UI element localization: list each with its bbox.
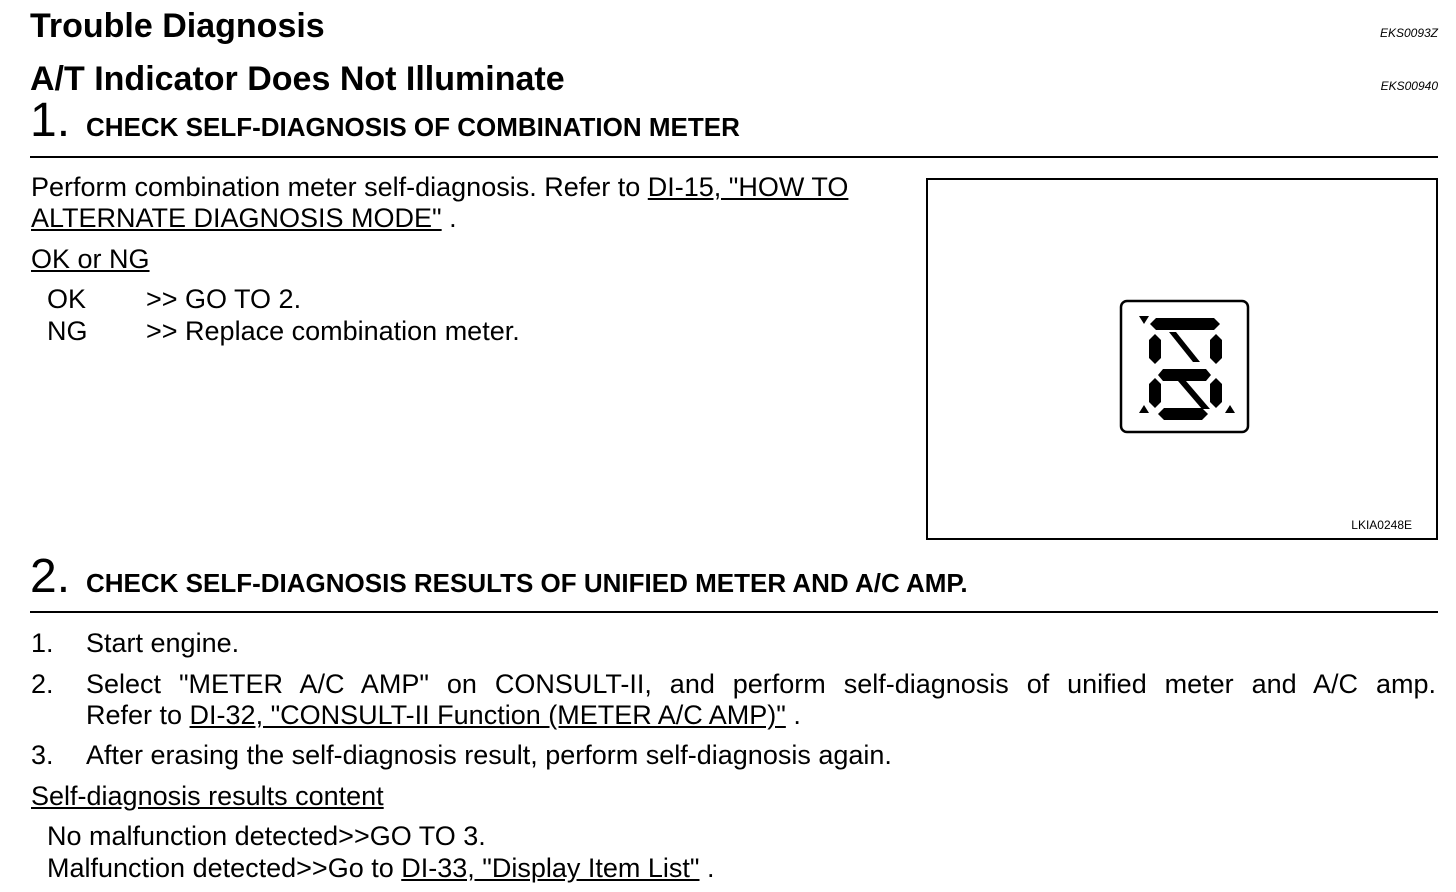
figure-code: LKIA0248E: [1351, 518, 1412, 532]
list-item-1-number: 1.: [31, 628, 54, 658]
result-malfunction: [47, 853, 715, 884]
step-1-instruction-suffix: .: [441, 203, 457, 233]
list-item-2-refer-prefix: Refer to: [86, 700, 190, 730]
step-1-divider: [30, 156, 1438, 158]
list-item-2-text: Select "METER A/C AMP" on CONSULT-II, and perform self-diagnosis of unified meter and A/C amp.: [86, 669, 1436, 699]
result-action-ng: >> Replace combination meter.: [146, 316, 520, 346]
result-action-ok: >> GO TO 2.: [146, 284, 302, 314]
link-di-15-continued[interactable]: ALTERNATE DIAGNOSIS MODE": [31, 203, 442, 233]
step-1-instruction-line-2: [31, 203, 457, 234]
list-item-2-reference: [86, 700, 801, 731]
section-title: A/T Indicator Does Not Illuminate: [30, 60, 565, 98]
list-item-3-text: After erasing the self-diagnosis result, perform self-diagnosis again.: [86, 740, 892, 770]
subsection-code: EKS00940: [1380, 79, 1438, 93]
link-di-33[interactable]: DI-33, "Display Item List": [401, 853, 700, 883]
step-1-title: CHECK SELF-DIAGNOSIS OF COMBINATION METER: [86, 112, 740, 142]
result-malfunction-suffix: .: [699, 853, 715, 883]
step-2-title: CHECK SELF-DIAGNOSIS RESULTS OF UNIFIED METER AND A/C AMP.: [86, 568, 968, 598]
figure-frame: [926, 178, 1438, 540]
result-key-ng: NG: [47, 316, 88, 346]
list-item-2-number: 2.: [31, 669, 54, 699]
result-malfunction-text: Malfunction detected>>Go to: [47, 853, 402, 883]
step-1-instruction-text: Perform combination meter self-diagnosis. Refer to: [31, 172, 648, 202]
result-no-malfunction: No malfunction detected>>GO TO 3.: [47, 821, 486, 851]
page-title: Trouble Diagnosis: [30, 7, 325, 45]
indicator-segment-display-icon: [928, 180, 1436, 538]
result-key-ok: OK: [47, 284, 87, 314]
step-1-number: 1.: [30, 94, 71, 147]
link-di-15[interactable]: DI-15, "HOW TO: [647, 172, 849, 202]
step-1-result-heading: OK or NG: [31, 244, 150, 274]
link-di-32[interactable]: DI-32, "CONSULT-II Function (METER A/C AMP)": [189, 700, 786, 730]
list-item-1-text: Start engine.: [86, 628, 240, 658]
list-item-2-suffix: .: [785, 700, 801, 730]
list-item-3-number: 3.: [31, 740, 54, 770]
step-1-instruction-line-1: [31, 172, 848, 203]
self-diagnosis-results-heading: Self-diagnosis results content: [31, 781, 384, 811]
section-code: EKS0093Z: [1379, 26, 1438, 40]
step-2-divider: [30, 611, 1438, 613]
step-2-number: 2.: [30, 550, 71, 603]
